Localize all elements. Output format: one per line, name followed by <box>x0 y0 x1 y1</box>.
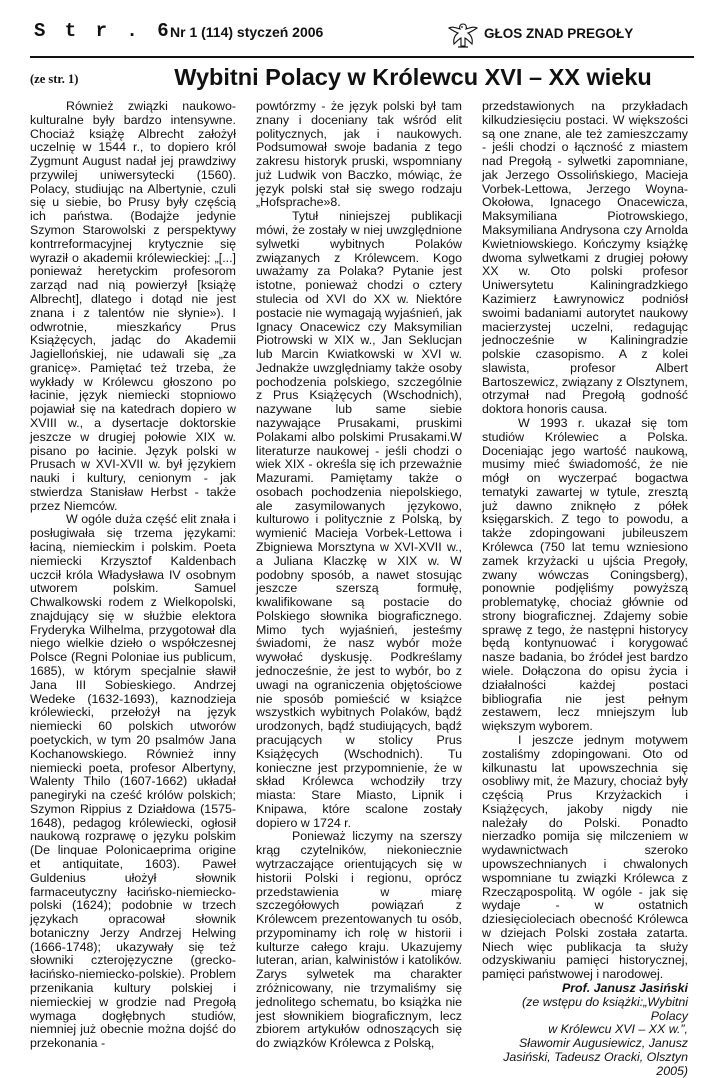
article-title: Wybitni Polacy w Królewcu XVI – XX wieku <box>174 64 652 90</box>
header-divider <box>30 56 694 58</box>
author-name: Prof. Janusz Jasiński <box>561 981 688 995</box>
paragraph: W 1993 r. ukazał się tom studiów Królewiec a Polska. Doceniając jego wartość naukową, musimy mieć świadomość, że nie mógł on wyczerpać bogactwa tematyki zawartej w tytule, zresztą już dawno zniknęło z półek księgarskich. Z tego to powodu, a także zdopingowani jubileuszem Królewca (750 lat temu wzniesiono zamek krzyżacki u ujścia Pregoły, zwany wówczas Coningsberg), ponownie podjęliśmy powyższą problematykę, chociaż głównie od strony biograficznej. Zdajemy sobie sprawę z tego, że następni historycy będą kontynuować i korygować nasze badania, bo źródeł jest bardzo wiele. Dołączona do opisu życia i działalności każdej postaci bibliografia nie jest pełnym zestawem, lecz mniejszym lub większym wyborem. <box>482 415 688 734</box>
paragraph: Również związki naukowo-kulturalne były bardzo intensywne. Chociaż książę Albrecht założył uczelnię w 1544 r., to dopiero król Zygmunt August nadał jej prawdziwy przywilej uniwersytecki (1560). Polacy, studiując na Albertynie, czuli się u siebie, bo Prusy były częścią ich państwa. (Bodajże jedynie Szymon Starowolski z perspektywy kontrreformacyjnej krytycznie się wyraził o akademii królewieckiej: „[...] ponieważ heretyckim profesorom zarząd nad nią powierzył [książę Albrecht], dlatego i dotąd nie jest znana i z talentów nie słynie»). I odwrotnie, mieszkańcy Prus Książęcych, jadąc do Akademii Jagiellońskiej, nie udawali się „za granicę». Pamiętać też trzeba, że wykłady w Królewcu głoszono po łacinie, język niemiecki stopniowo pojawiał się na katedrach dopiero w XVIII w., a dysertacje doktorskie jeszcze w drugiej połowie XIX w. pisano po łacinie. Język polski w Prusach w XVI-XVII w. był językiem nauki i kultury, cenionym - jak stwierdza Stanisław Herbst - także przez Niemców. <box>30 99 236 513</box>
text-column-1 <box>30 99 236 1051</box>
paragraph: W ogóle duża część elit znała i posługiwała się trzema językami: łaciną, niemieckim i polskim. Poeta niemiecki Krzysztof Kaldenbach uczcił króla Władysława IV osobnym utworem polskim. Samuel Chwalkowski rodem z Wielkopolski, znajdujący się w służbie elektora Fryderyka Wilhelma, przygotował dla niego wielkie dzieło o współczesnej Polsce (Regni Poloniae ius publicum, 1685), w którym specjalnie sławił Jana III Sobieskiego. Andrzej Wedeke (1632-1693), kaznodzieja królewiecki, przełożył na język niemiecki 60 polskich utworów poetyckich, w tym 20 psalmów Jana Kochanowskiego. Również inny niemiecki poeta, profesor Albertyny, Walenty Thilo (1607-1662) układał panegiryki na cześć królów polskich; Szymon Rippius z Działdowa (1575-1648), pedagog królewiecki, ogłosił naukową rozprawę o języku polskim (De linquae Polonicaeprima origine et antiquitate, 1603). Paweł Guldenius ułożył słownik farmaceutyczny łacińsko-niemiecko-polski (1624); podobnie w trzech językach opracował słownik botaniczny Jerzy Andrzej Helwing (1666-1748); ukazywały się też słowniki czterojęzyczne (grecko-łacińsko-niemiecko-polskie). Problem przenikania kultury polskiej i niemieckiej w grodzie nad Pregołą wymaga dogłębnych studiów, niemniej już obecnie można dojść do przekonania - <box>30 512 236 1051</box>
text-column-3 <box>482 99 688 1078</box>
issue-date: Nr 1 (114) styczeń 2006 <box>170 24 324 40</box>
source-note-line: Jasiński, Tadeusz Oracki, Olsztyn 2005) <box>503 1049 688 1078</box>
continuation-note: (ze str. 1) <box>30 72 79 86</box>
source-note-line: (ze wstępu do książki:„Wybitni Polacy <box>522 994 688 1023</box>
paragraph: Tytuł niniejszej publikacji mówi, że zostały w niej uwzględnione sylwetki wybitnych Polaków związanych z Królewcem. Kogo uważamy za Polaka? Pytanie jest istotne, ponieważ chodzi o cztery stulecia od XVI do XX w. Niektóre postacie nie wymagają wyjaśnień, jak Ignacy Onacewicz czy Maksymilian Piotrowski w XIX w., Jan Seklucjan lub Marcin Kwiatkowski w XVI w. Jednakże uwzględniamy także osoby pochodzenia polskiego, szczególnie z Prus Książęcych (Wschodnich), nazywane lub same siebie nazywające Prusakami, pruskimi Polakami albo polskimi Prusakami.W literaturze naukowej - jeśli chodzi o wiek XIX - określa się ich przeważnie Mazurami. Pamiętamy także o osobach pochodzenia niepolskiego, ale zasymilowanych językowo, kulturowo i politycznie z Polską, by wymienić Macieja Vorbek-Lettowa i Zbigniewa Morsztyna w XVI-XVII w., a Juliana Klaczkę w XIX w. W podobny sposób, a nawet stosując jeszcze szerszą formułę, kwalifikowane są postacie do Polskiego słownika biograficznego. Mimo tych wyjaśnień, jesteśmy świadomi, że nasz wybór może wywołać dyskusję. Podkreślamy jednocześnie, że jest to wybór, bo z uwagi na ograniczenia objętościowe nie sposób pomieścić w książce wszystkich wybitnych Polaków, bądź urodzonych, bądź studiujących, bądź pracujących w stolicy Prus Książęcych (Wschodnich). Tu konieczne jest przypomnienie, że w skład Królewca wchodziły trzy miasta: Stare Miasto, Lipnik i Knipawa, które scalone zostały dopiero w 1724 r. <box>256 209 462 830</box>
masthead: GŁOS ZNAD PREGOŁY <box>484 26 634 41</box>
page-header <box>30 20 694 54</box>
text-column-2 <box>256 99 462 1051</box>
paragraph: Ponieważ liczymy na szerszy krąg czytelników, niekoniecznie wytrzaczające orientujących się w historii Polski i regionu, oprócz przedstawienia w miarę szczegółowych powiązań z Królewcem prezentowanych tu osób, przypominamy ich rolę w historii i kulturze całego kraju. Ukazujemy luteran, arian, kalwinistów i katolików. Zarys sylwetek ma charakter zróżnicowany, nie trzymaliśmy się jednolitego schematu, bo książka nie jest słownikiem biograficznym, lecz zbiorem artykułów odnoszących się do związków Królewca z Polską, <box>256 829 462 1051</box>
signature <box>482 982 688 1078</box>
eagle-logo-icon <box>446 20 480 50</box>
paragraph: przedstawionych na przykładach kilkudziesięciu postaci. W większości są one znane, ale też zamieszczamy - jeśli chodzi o łączność z miastem nad Pregołą - sylwetki zapomniane, jak Jerzego Ossolińskiego, Macieja Vorbek-Lettowa, Jerzego Woyna-Okołowa, Ignacego Onacewicza, Maksymiliana Piotrowskiego, Maksymiliana Andrysona czy Arnolda Kwietniowskiego. Kończymy książkę dwoma sylwetkami z drugiej połowy XX w. Oto polski profesor Uniwersytetu Kaliningradzkiego Kazimierz Ławrynowicz podniósł swoimi badaniami autorytet naukowy macierzystej uczelni, redagując jednocześnie w Kaliningradzie polskie czasopismo. A z kolei slawista, profesor Albert Bartoszewicz, związany z Olsztynem, otrzymał nad Pregołą godność doktora honoris causa. <box>482 99 688 417</box>
source-note-line: w Królewcu XVI – XX w.”, <box>548 1022 688 1037</box>
source-note-line: Sławomir Augusiewicz, Janusz <box>519 1036 688 1051</box>
page-number: S t r . 6 <box>34 20 173 42</box>
article-body <box>30 99 694 1078</box>
paragraph: I jeszcze jednym motywem zostaliśmy zdopingowani. Oto od kilkunastu lat upowszechnia się osobliwy mit, że Mazury, chociaż były częścią Prus Krzyżackich i Książęcych, jakoby nigdy nie należały do Polski. Ponadto nierzadko pomija się milczeniem w wydawnictwach szeroko upowszechnianych i chwalonych wspomniane tu związki Królewca z Rzecząpospolitą. W ogóle - jak się wydaje - w ostatnich dziesięcioleciach obecność Królewca w dziejach Polski została zatarta. Niech więc publikacja ta służy odzyskiwaniu pamięci historycznej, pamięci państwowej i narodowej. <box>482 732 688 982</box>
paragraph: powtórzmy - że język polski był tam znany i doceniany tak wśród elit politycznych, jak i naukowych. Podsumował swoje badania z tego zakresu historyk pruski, wspomniany już Ludwik von Baczko, mówiąc, że język polski stał się swego rodzaju „Hofsprache»8. <box>256 99 462 210</box>
